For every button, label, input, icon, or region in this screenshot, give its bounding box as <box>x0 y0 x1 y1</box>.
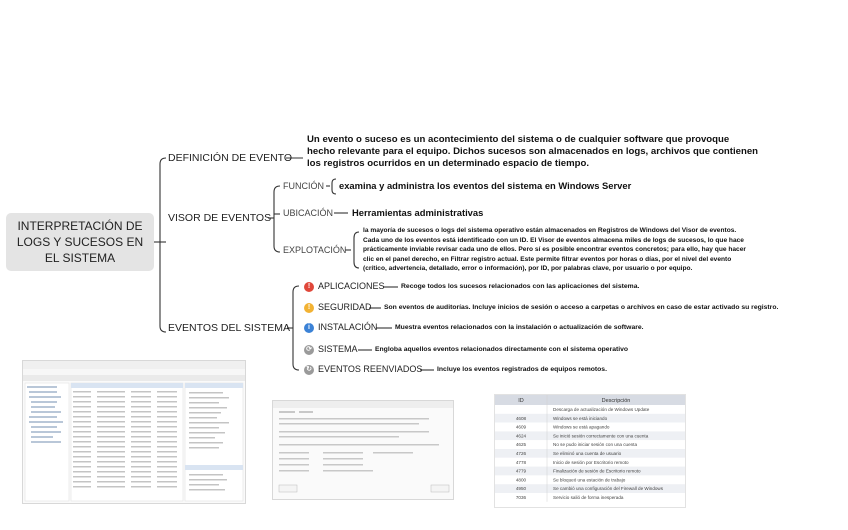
forwarded-icon: ↻ <box>304 365 314 375</box>
root-line-2: LOGS Y SUCESOS EN <box>16 235 144 249</box>
table-cell-description: No se pudo iniciar sesión con una cuenta <box>553 442 638 448</box>
table-cell-description: Windows se está apagando <box>553 424 610 430</box>
root-line-1: INTERPRETACIÓN DE <box>17 219 143 233</box>
table-header-cell: ID <box>518 398 524 404</box>
explotacion-line-4: clic en el panel derecho, en Filtrar registro actual. Este permite filtrar eventos por horas o días, por el nivel del evento <box>363 255 732 263</box>
event-reenviados: EVENTOS REENVIADOS <box>318 364 423 374</box>
node-explotacion: EXPLOTACIÓN <box>283 245 347 255</box>
table-cell-description: Se cambió una configuración del Firewall de Windows <box>553 486 664 492</box>
definicion-line-2: hecho relevante para el equipo. Dichos sucesos son almacenados en logs, archivos que contienen <box>307 146 759 157</box>
table-cell-description: Windows se está iniciando <box>553 415 608 421</box>
explotacion-line-1: la mayoría de sucesos o logs del sistema operativo están almacenados en Registros de Windows del Visor de eventos. <box>363 227 737 234</box>
table-cell-description: Descarga de actualización de Windows Update <box>553 407 650 412</box>
table-cell-id: 4609 <box>515 424 527 430</box>
event-instalacion-desc: Muestra eventos relacionados con la instalación o actualización de software. <box>395 324 644 331</box>
event-seguridad: SEGURIDAD <box>318 302 372 312</box>
table-cell-description: Inicio de sesión por Escritorio remoto <box>553 459 629 465</box>
table-cell-description: Se inició sesión correctamente con una cuenta <box>553 433 649 439</box>
definicion-text <box>307 134 827 170</box>
explotacion-text <box>363 226 823 274</box>
event-id-table <box>494 394 686 508</box>
table-cell-id: 4608 <box>515 415 527 421</box>
table-cell-description: Servicio salió de forma inesperada <box>553 495 624 500</box>
table-cell-id: 4624 <box>515 433 527 439</box>
table-cell-id: 7036 <box>515 495 527 500</box>
info-icon: i <box>304 323 314 333</box>
filter-dialog-illustration <box>273 401 453 499</box>
event-aplicaciones-desc: Recoge todos los sucesos relacionados con las aplicaciones del sistema. <box>401 283 640 290</box>
filter-dialog-screenshot <box>272 400 454 500</box>
table-cell-id: 4625 <box>515 442 527 448</box>
table-header-cell: Descripción <box>601 398 631 404</box>
warning-icon: ! <box>304 303 314 313</box>
explotacion-line-3: prácticamente inviable revisar cada uno de ellos. Pero sí es posible encontrar eventos concretos; para ello, hay que hacer <box>363 246 746 254</box>
event-sistema-desc: Engloba aquellos eventos relacionados directamente con el sistema operativo <box>375 346 629 353</box>
table-cell-id: 4950 <box>515 486 527 492</box>
node-eventos-sistema: EVENTOS DEL SISTEMA <box>168 322 290 334</box>
node-ubicacion: UBICACIÓN <box>283 208 334 218</box>
event-viewer-screenshot <box>22 360 246 504</box>
system-icon: ⟳ <box>304 345 314 355</box>
table-cell-description: Se bloqueó una estación de trabajo <box>553 477 626 483</box>
explotacion-line-5: (crítico, advertencia, detallado, error o información), por ID, por palabras clave, por usuario o por equipo. <box>363 265 693 273</box>
table-cell-id: 4778 <box>515 459 527 465</box>
event-instalacion: INSTALACIÓN <box>318 322 378 332</box>
event-seguridad-desc: Son eventos de auditorías. Incluye inicios de sesión o acceso a carpetas o archivos en caso de estar activado su registro. <box>384 304 779 311</box>
ubicacion-text: Herramientas administrativas <box>352 207 484 218</box>
event-id-table-drawing <box>495 395 685 507</box>
root-line-3: EL SISTEMA <box>44 251 116 265</box>
critical-icon: ! <box>304 282 314 292</box>
explotacion-line-2: Cada uno de los eventos está identificado con un ID. El Visor de eventos almacena miles de logs de sucesos, lo que hace <box>363 236 744 244</box>
table-cell-id: 4726 <box>515 451 527 456</box>
definicion-line-3: los registros ocurridos en un determinado espacio de tiempo. <box>307 158 590 169</box>
table-cell-description: Finalización de sesión de Escritorio remoto <box>553 468 641 474</box>
event-aplicaciones: APLICACIONES <box>318 281 385 291</box>
event-sistema: SISTEMA <box>318 344 358 354</box>
table-cell-id: 4779 <box>515 468 527 474</box>
table-cell-description: Se eliminó una cuenta de usuario <box>553 451 622 456</box>
definicion-line-1: Un evento o suceso es un acontecimiento del sistema o de cualquier software que provoque <box>307 134 730 145</box>
table-cell-id: 4800 <box>515 477 527 483</box>
event-viewer-illustration <box>23 361 245 503</box>
funcion-text: examina y administra los eventos del sistema en Windows Server <box>339 180 632 191</box>
node-visor-eventos: VISOR DE EVENTOS <box>168 212 272 224</box>
node-definicion-evento: DEFINICIÓN DE EVENTO <box>168 152 293 164</box>
event-reenviados-desc: Incluye los eventos registrados de equipos remotos. <box>437 366 607 373</box>
root-node <box>6 213 154 271</box>
node-funcion: FUNCIÓN <box>283 181 324 191</box>
